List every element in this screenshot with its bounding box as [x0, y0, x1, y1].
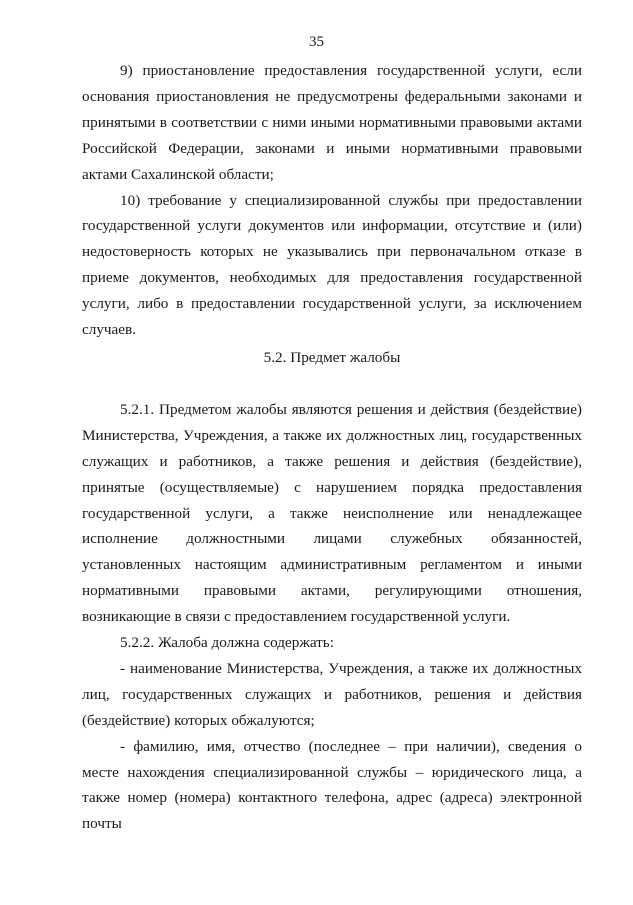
list-item-fio: - фамилию, имя, отчество (последнее – при наличии), сведения о месте нахождения специализированной службы – юридического лица, а также номер (номера) контактного телефона, адрес (адреса) электронной почты [82, 737, 582, 833]
page-number: 35 [309, 34, 324, 50]
paragraph-item-9: 9) приостановление предоставления государственной услуги, если основания приостановления не предусмотрены федеральными законами и принятыми в соответствии с ними иными нормативными правовыми актами Российской Федерации, законами и иными нормативными правовыми актами Сахалинской области; [82, 62, 582, 183]
document-body [82, 58, 582, 837]
list-item-name: - наименование Министерства, Учреждения, а также их должностных лиц, государственных служащих и работников, решения и действия (бездействие) которых обжалуются; [82, 659, 582, 729]
section-heading: 5.2. Предмет жалобы [263, 348, 401, 366]
paragraph-5-2-1: 5.2.1. Предметом жалобы являются решения и действия (бездействие) Министерства, Учреждения, а также их должностных лиц, государственных служащих и работников, а также решения и действия (бездействие), принятые (осуществляемые) с нарушением порядка предоставления государственной услуги, а также неисполнение или ненадлежащее исполнение должностными лицами служебных обязанностей, установленных настоящим административным регламентом и иными нормативными правовыми актами, регулирующими отношения, возникающие в связи с предоставлением государственной услуги. [82, 400, 582, 626]
paragraph-item-10: 10) требование у специализированной службы при предоставлении государственной услуги документов или информации, отсутствие и (или) недостоверность которых не указывались при первоначальном отказе в приеме документов, необходимых для предоставления государственной услуги, либо в предоставлении государственной услуги, за исключением случаев. [82, 191, 582, 339]
paragraph-5-2-2: 5.2.2. Жалоба должна содержать: [120, 634, 334, 652]
